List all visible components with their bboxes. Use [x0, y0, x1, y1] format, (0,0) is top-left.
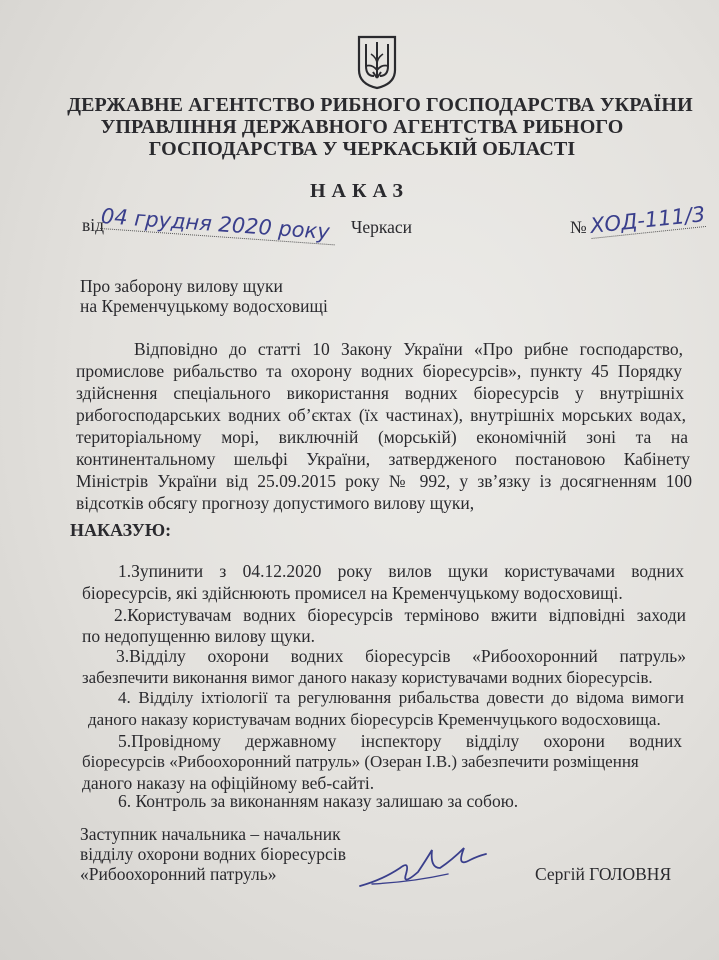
- document-title: НАКАЗ: [309, 180, 409, 202]
- number-prefix: №: [570, 217, 587, 237]
- preamble-line: рибогосподарських водних об’єктах (їх частинах), внутрішніх морських водах,: [76, 405, 686, 425]
- signatory-position-line-2: відділу охорони водних біоресурсів: [80, 844, 346, 864]
- order-item-line: 5.Провідному державному інспектору відділу охорони водних: [118, 731, 682, 751]
- preamble-line: Відповідно до статті 10 Закону України «Про рибне господарство,: [134, 339, 683, 359]
- signatory-position-line-1: Заступник начальника – начальник: [80, 824, 341, 844]
- subject-line-1: Про заборону вилову щуки: [80, 276, 283, 296]
- handwritten-signature: [352, 838, 492, 894]
- preamble-line: територіальному морі, виключній (морській) економічній зоні та на: [76, 427, 688, 447]
- signatory-position-line-3: «Рибоохоронний патруль»: [80, 864, 277, 884]
- preamble-line: здійснення спеціального використання водних біоресурсів у внутрішніх: [76, 383, 684, 403]
- order-item-line: даного наказу користувачам водних біоресурсів Кременчуцького водосховища.: [88, 710, 661, 729]
- preamble-line: континентальному шельфі України, затвердженого постановою Кабінету: [76, 449, 690, 469]
- preamble-line: відсотків обсягу прогнозу допустимого вилову щуки,: [76, 493, 475, 513]
- order-item-line: по недопущенню вилову щуки.: [82, 626, 315, 646]
- order-item-line: даного наказу на офіційному веб-сайті.: [82, 773, 375, 793]
- city: Черкаси: [351, 217, 413, 237]
- preamble-line: промислове рибальство та охорону водних біоресурсів», пункту 45 Порядку: [76, 361, 682, 381]
- agency-name-line-3: ГОСПОДАРСТВА У ЧЕРКАСЬКІЙ ОБЛАСТІ: [148, 138, 576, 160]
- order-item-line: 2.Користувачам водних біоресурсів терміново вжити відповідні заходи: [114, 605, 686, 625]
- order-item-line: 1.Зупинити з 04.12.2020 року вилов щуки користувачами водних: [118, 561, 684, 581]
- order-item-line: біоресурсів «Рибоохоронний патруль» (Озеран І.В.) забезпечити розміщення: [82, 752, 639, 771]
- date-handwritten: 04 грудня 2020 року: [100, 204, 336, 245]
- order-item-line: 6. Контроль за виконанням наказу залишаю за собою.: [118, 791, 519, 811]
- date-prefix: від: [82, 215, 105, 235]
- order-heading: НАКАЗУЮ:: [70, 520, 172, 540]
- order-item-line: забезпечити виконання вимог даного наказу користувачами водних біоресурсів.: [82, 668, 653, 687]
- agency-name-line-2: УПРАВЛІННЯ ДЕРЖАВНОГО АГЕНТСТВА РИБНОГО: [100, 116, 624, 138]
- subject-line-2: на Кременчуцькому водосховищі: [80, 296, 328, 316]
- preamble-line: Міністрів України від 25.09.2015 року № 992, у зв’язку із досягненням 100: [76, 471, 692, 491]
- order-item-line: біоресурсів, які здійснюють промисел на Кременчуцькому водосховищі.: [82, 583, 623, 603]
- order-item-line: 3.Відділу охорони водних біоресурсів «Рибоохоронний патруль»: [116, 646, 686, 666]
- agency-name-line-1: ДЕРЖАВНЕ АГЕНТСТВО РИБНОГО ГОСПОДАРСТВА УКРАЇНИ: [67, 94, 693, 116]
- coat-of-arms-icon: [356, 34, 398, 90]
- signatory-name: Сергій ГОЛОВНЯ: [535, 864, 672, 884]
- number-handwritten: ХОД-111/3: [589, 202, 707, 238]
- order-item-line: 4. Відділу іхтіології та регулювання рибальства довести до відома вимоги: [118, 688, 684, 707]
